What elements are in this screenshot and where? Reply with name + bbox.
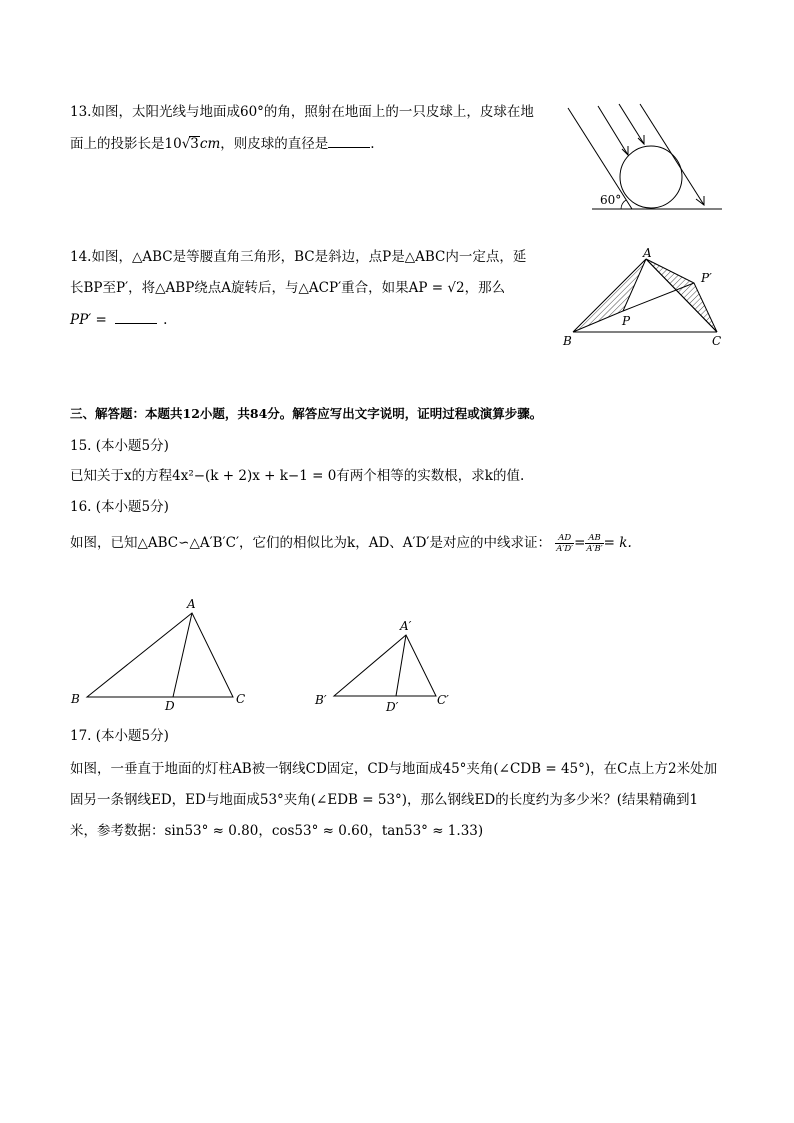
fraction-ad: $\frac{AD}{A'D'}$ bbox=[556, 533, 574, 554]
q13-figure bbox=[560, 100, 730, 215]
q16-label-C2: C′ bbox=[437, 693, 449, 707]
q16-label-D: D bbox=[165, 699, 175, 713]
q16-figure-small bbox=[310, 620, 460, 715]
q14-label-P: P bbox=[622, 314, 631, 328]
q17-line2: 固另一条钢线ED，ED与地面成53°夹角(∠EDB = 53°)，那么钢线ED的长度约为多少米？(结果精确到1 bbox=[70, 792, 699, 808]
q14-line1: 14.如图，△ABC是等腰直角三角形，BC是斜边，点P是△ABC内一定点，延 bbox=[70, 249, 527, 265]
answer-blank-14[interactable] bbox=[115, 309, 157, 324]
q14-label-A: A bbox=[643, 246, 652, 260]
q13-angle-label: 60° bbox=[600, 193, 622, 207]
q16-label-D2: D′ bbox=[386, 700, 399, 714]
q14-line3: PP′ = . bbox=[70, 309, 167, 330]
fraction-ab: $\frac{AB}{A'B'}$ bbox=[586, 533, 603, 554]
q14-figure bbox=[560, 246, 735, 351]
q17-head: 17. (本小题5分) bbox=[70, 728, 169, 744]
q16-label-A: A bbox=[187, 597, 196, 611]
section-3-heading: 三、解答题：本题共12小题，共84分。解答应写出文字说明，证明过程或演算步骤。 bbox=[70, 406, 543, 421]
q16-label-B: B bbox=[71, 692, 80, 706]
q13-line2: 面上的投影长是10√3cm，则皮球的直径是 . bbox=[70, 133, 375, 154]
q13-line1: 13.如图，太阳光线与地面成60°的角，照射在地面上的一只皮球上，皮球在地 bbox=[70, 104, 534, 120]
q14-label-C: C bbox=[712, 334, 722, 348]
q16-head: 16. (本小题5分) bbox=[70, 499, 169, 515]
q14-label-P1: P′ bbox=[701, 271, 712, 285]
q16-body: 如图，已知△ABC∽△A′B′C′，它们的相似比为k，AD、A′D′是对应的中线求证： $\frac{AD}{A'D'}$ = $\frac{AB}{A'B'}$ = k. bbox=[70, 533, 632, 554]
answer-blank-13[interactable] bbox=[328, 133, 370, 148]
q14-line2: 长BP至P′，将△ABP绕点A旋转后，与△ACP′重合，如果AP = √2，那么 bbox=[70, 280, 506, 296]
q16-label-A2: A′ bbox=[400, 619, 412, 633]
q17-line1: 如图，一垂直于地面的灯柱AB被一钢线CD固定，CD与地面成45°夹角(∠CDB = 45°)，在C点上方2米处加 bbox=[70, 761, 718, 777]
q15-body: 已知关于x的方程4x²−(k + 2)x + k−1 = 0有两个相等的实数根，求k的值. bbox=[70, 468, 525, 484]
q15-head: 15. (本小题5分) bbox=[70, 438, 169, 454]
q14-label-B: B bbox=[563, 334, 572, 348]
q16-label-B2: B′ bbox=[315, 693, 327, 707]
q16-label-C: C bbox=[236, 692, 246, 706]
q16-figure-large bbox=[65, 593, 255, 713]
q17-line3: 米，参考数据：sin53° ≈ 0.80，cos53° ≈ 0.60，tan53° ≈ 1.33) bbox=[70, 823, 484, 839]
